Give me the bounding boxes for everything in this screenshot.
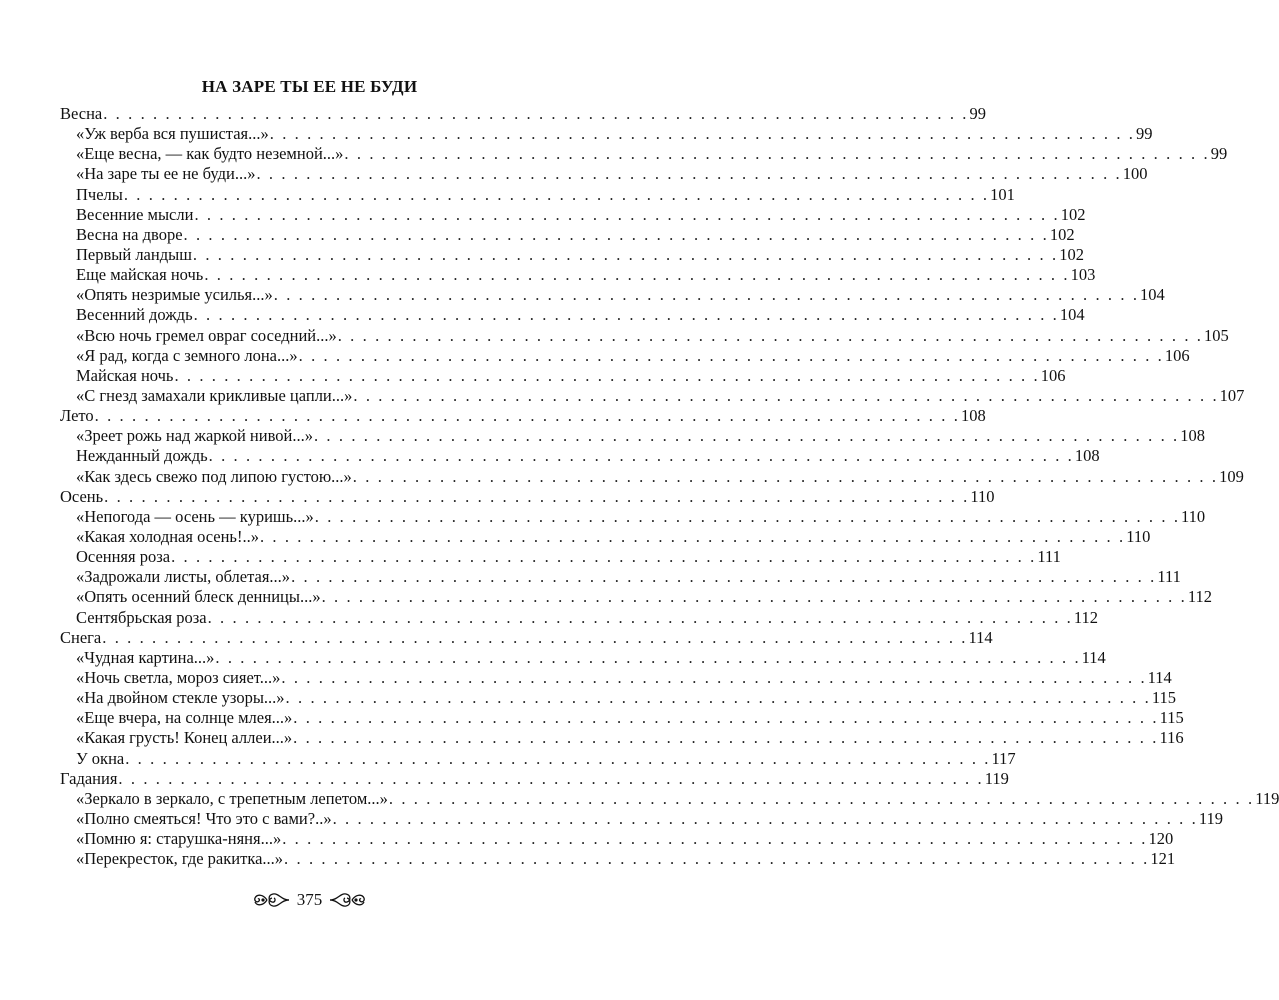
dot-leader: . . . . . . . . . . . . . . . . . . . . . . . . . . . . . . . . . . . . . . . . . . . . . . . . . . . . . . . . . . . . . . . . . . . . . .	[194, 204, 1060, 224]
left-flourish-icon	[251, 889, 291, 911]
toc-entry-title: Сентябрьская роза	[76, 607, 207, 627]
toc-entry-page: 100	[1122, 164, 1148, 184]
toc-entry-page: 119	[1198, 808, 1223, 828]
dot-leader: . . . . . . . . . . . . . . . . . . . . . . . . . . . . . . . . . . . . . . . . . . . . . . . . . . . . . . . . . . . . . . . . . . . . . .	[259, 526, 1126, 546]
toc-entry	[60, 466, 1244, 487]
toc-entry-title: «Непогода — осень — куришь...»	[76, 506, 314, 526]
toc-entry	[60, 748, 1016, 769]
toc-entry	[60, 667, 1172, 688]
toc-entry	[60, 426, 1205, 446]
toc-entry-page: 115	[1151, 688, 1176, 708]
dot-leader: . . . . . . . . . . . . . . . . . . . . . . . . . . . . . . . . . . . . . . . . . . . . . . . . . . . . . . . . . . . . . . . . . . . . . .	[183, 224, 1049, 244]
dot-leader: . . . . . . . . . . . . . . . . . . . . . . . . . . . . . . . . . . . . . . . . . . . . . . . . . . . . . . . . . . . . . . . . . . . . . .	[204, 265, 1070, 285]
toc-entry	[60, 124, 1153, 144]
toc-entry-page: 112	[1073, 607, 1099, 627]
dot-leader: . . . . . . . . . . . . . . . . . . . . . . . . . . . . . . . . . . . . . . . . . . . . . . . . . . . . . . . . . . . . . . . . . . . . . .	[293, 708, 1159, 728]
toc-entry-title: Весенний дождь	[76, 305, 193, 325]
toc-entry	[60, 526, 1151, 547]
toc-entry	[60, 829, 1174, 849]
toc-section-entry	[60, 104, 986, 124]
toc-entry	[60, 224, 1075, 245]
toc-entry-title: Весна	[60, 104, 103, 123]
toc-entry-title: «Уж верба вся пушистая...»	[76, 124, 269, 144]
toc-entry	[60, 567, 1181, 587]
toc-entry	[60, 587, 1212, 607]
toc-entry	[60, 849, 1176, 869]
dot-leader: . . . . . . . . . . . . . . . . . . . . . . . . . . . . . . . . . . . . . . . . . . . . . . . . . . . . . . . . . . . . . . . . . . . . . .	[104, 486, 970, 506]
dot-leader: . . . . . . . . . . . . . . . . . . . . . . . . . . . . . . . . . . . . . . . . . . . . . . . . . . . . . . . . . . . . . . . . . . . . . .	[215, 647, 1081, 667]
toc-entry-title: «Опять незримые усилья...»	[76, 285, 273, 305]
toc-entry-title: «На заре ты ее не буди...»	[76, 164, 256, 184]
toc-entry	[60, 184, 1015, 205]
toc-entry-page: 112	[1187, 587, 1212, 607]
toc-entry-page: 102	[1060, 204, 1086, 224]
toc-section-entry	[60, 486, 995, 507]
toc-entry-page: 119	[984, 768, 1009, 788]
toc-section-entry	[60, 768, 1009, 789]
toc-entry-title: «Полно смеяться! Что это с вами?..»	[76, 808, 332, 828]
toc-entry-title: «Как здесь свежо под липою густою...»	[76, 466, 352, 486]
dot-leader: . . . . . . . . . . . . . . . . . . . . . . . . . . . . . . . . . . . . . . . . . . . . . . . . . . . . . . . . . . . . . . . . . . . . . .	[174, 365, 1040, 385]
dot-leader: . . . . . . . . . . . . . . . . . . . . . . . . . . . . . . . . . . . . . . . . . . . . . . . . . . . . . . . . . . . . . . . . . . . . . .	[344, 144, 1210, 164]
toc-entry	[60, 385, 1245, 406]
page-footer	[0, 885, 619, 915]
toc-entry-page: 110	[1126, 526, 1151, 546]
toc-entry-page: 108	[1180, 426, 1205, 446]
dot-leader: . . . . . . . . . . . . . . . . . . . . . . . . . . . . . . . . . . . . . . . . . . . . . . . . . . . . . . . . . . . . . . . . . . . . . .	[192, 244, 1059, 264]
toc-entry	[60, 446, 1100, 466]
toc-entry-title: «Какая холодная осень!..»	[76, 526, 259, 546]
toc-entry-title: Гадания	[60, 768, 118, 788]
toc-entry-title: «Перекресток, где ракитка...»	[76, 849, 284, 869]
toc-entry	[60, 204, 1086, 225]
toc-entry-title: «Помню я: старушка-няня...»	[76, 829, 282, 849]
toc-entry	[60, 305, 1085, 325]
table-of-contents	[60, 104, 1279, 869]
toc-entry	[60, 244, 1084, 265]
toc-entry-page: 110	[1181, 506, 1206, 526]
toc-entry-page: 102	[1049, 224, 1075, 244]
toc-entry-page: 101	[990, 184, 1015, 204]
dot-leader: . . . . . . . . . . . . . . . . . . . . . . . . . . . . . . . . . . . . . . . . . . . . . . . . . . . . . . . . . . . . . . . . . . . . . .	[102, 627, 968, 647]
toc-entry-title: Осенняя роза	[76, 547, 171, 567]
toc-entry-page: 103	[1070, 265, 1096, 285]
toc-entry-page: 111	[1157, 567, 1181, 587]
dot-leader: . . . . . . . . . . . . . . . . . . . . . . . . . . . . . . . . . . . . . . . . . . . . . . . . . . . . . . . . . . . . . . . . . . . . . .	[207, 607, 1073, 627]
toc-entry-page: 114	[1147, 667, 1172, 687]
toc-entry-page: 117	[991, 748, 1016, 768]
toc-entry-page: 102	[1059, 244, 1084, 264]
dot-leader: . . . . . . . . . . . . . . . . . . . . . . . . . . . . . . . . . . . . . . . . . . . . . . . . . . . . . . . . . . . . . . . . . . . . . .	[291, 567, 1157, 587]
dot-leader: . . . . . . . . . . . . . . . . . . . . . . . . . . . . . . . . . . . . . . . . . . . . . . . . . . . . . . . . . . . . . . . . . . . . . .	[193, 305, 1059, 325]
toc-entry-title: Весенние мысли	[76, 204, 194, 224]
toc-entry-page: 99	[969, 104, 986, 123]
toc-entry-title: «Всю ночь гремел овраг соседний...»	[76, 325, 337, 345]
dot-leader: . . . . . . . . . . . . . . . . . . . . . . . . . . . . . . . . . . . . . . . . . . . . . . . . . . . . . . . . . . . . . . . . . . . . . .	[314, 506, 1181, 526]
section-title: НА ЗАРЕ ТЫ ЕЕ НЕ БУДИ	[201, 77, 418, 96]
dot-leader: . . . . . . . . . . . . . . . . . . . . . . . . . . . . . . . . . . . . . . . . . . . . . . . . . . . . . . . . . . . . . . . . . . . . . .	[285, 688, 1151, 708]
toc-entry-title: «Зеркало в зеркало, с трепетным лепетом...»	[76, 788, 388, 808]
toc-entry	[60, 365, 1066, 386]
toc-entry	[60, 688, 1176, 708]
dot-leader: . . . . . . . . . . . . . . . . . . . . . . . . . . . . . . . . . . . . . . . . . . . . . . . . . . . . . . . . . . . . . . . . . . . . . .	[298, 345, 1164, 365]
toc-entry-title: «Я рад, когда с земного лона...»	[76, 345, 298, 365]
toc-entry	[60, 607, 1099, 628]
dot-leader: . . . . . . . . . . . . . . . . . . . . . . . . . . . . . . . . . . . . . . . . . . . . . . . . . . . . . . . . . . . . . . . . . . . . . .	[208, 446, 1074, 466]
toc-entry-title: «Задрожали листы, облетая...»	[76, 567, 291, 587]
dot-leader: . . . . . . . . . . . . . . . . . . . . . . . . . . . . . . . . . . . . . . . . . . . . . . . . . . . . . . . . . . . . . . . . . . . . . .	[388, 788, 1255, 808]
toc-entry-page: 114	[968, 627, 993, 647]
toc-entry	[60, 325, 1229, 346]
toc-entry-page: 108	[1074, 446, 1100, 466]
toc-entry-title: «Опять осенний блеск денницы...»	[76, 587, 321, 607]
toc-entry-title: «Еще вчера, на солнце млея...»	[76, 708, 293, 728]
toc-entry	[60, 728, 1184, 748]
toc-entry-title: Еще майская ночь	[76, 265, 204, 285]
toc-entry	[60, 647, 1106, 668]
toc-entry-page: 114	[1081, 647, 1106, 667]
toc-section-entry	[60, 627, 993, 648]
dot-leader: . . . . . . . . . . . . . . . . . . . . . . . . . . . . . . . . . . . . . . . . . . . . . . . . . . . . . . . . . . . . . . . . . . . . . .	[352, 466, 1219, 486]
dot-leader: . . . . . . . . . . . . . . . . . . . . . . . . . . . . . . . . . . . . . . . . . . . . . . . . . . . . . . . . . . . . . . . . . . . . . .	[293, 728, 1159, 748]
dot-leader: . . . . . . . . . . . . . . . . . . . . . . . . . . . . . . . . . . . . . . . . . . . . . . . . . . . . . . . . . . . . . . . . . . . . . .	[284, 849, 1150, 869]
dot-leader: . . . . . . . . . . . . . . . . . . . . . . . . . . . . . . . . . . . . . . . . . . . . . . . . . . . . . . . . . . . . . . . . . . . . . .	[313, 426, 1180, 446]
toc-entry	[60, 144, 1228, 164]
toc-entry-page: 104	[1059, 305, 1085, 325]
toc-entry	[60, 506, 1206, 527]
toc-entry-title: У окна	[76, 748, 125, 768]
page-number: 375	[296, 890, 323, 909]
toc-entry-title: «Чудная картина...»	[76, 647, 215, 667]
toc-entry-page: 111	[1037, 547, 1061, 567]
toc-entry-page: 108	[960, 406, 986, 426]
toc-entry-title: «Какая грусть! Конец аллеи...»	[76, 728, 293, 748]
dot-leader: . . . . . . . . . . . . . . . . . . . . . . . . . . . . . . . . . . . . . . . . . . . . . . . . . . . . . . . . . . . . . . . . . . . . . .	[123, 184, 990, 204]
dot-leader: . . . . . . . . . . . . . . . . . . . . . . . . . . . . . . . . . . . . . . . . . . . . . . . . . . . . . . . . . . . . . . . . . . . . . .	[256, 164, 1122, 184]
toc-entry	[60, 808, 1223, 829]
toc-entry-title: «Ночь светла, мороз сияет...»	[76, 667, 281, 687]
toc-entry-title: Осень	[60, 486, 104, 506]
toc-entry-page: 106	[1164, 345, 1190, 365]
toc-entry-title: Нежданный дождь	[76, 446, 208, 466]
dot-leader: . . . . . . . . . . . . . . . . . . . . . . . . . . . . . . . . . . . . . . . . . . . . . . . . . . . . . . . . . . . . . . . . . . . . . .	[94, 406, 960, 426]
dot-leader: . . . . . . . . . . . . . . . . . . . . . . . . . . . . . . . . . . . . . . . . . . . . . . . . . . . . . . . . . . . . . . . . . . . . . .	[118, 768, 984, 788]
toc-entry-page: 105	[1204, 325, 1229, 345]
toc-entry	[60, 285, 1165, 305]
toc-entry-page: 121	[1150, 849, 1176, 869]
toc-entry-title: Весна на дворе	[76, 224, 183, 244]
toc-entry-page: 110	[970, 486, 995, 506]
toc-entry-title: Лето	[60, 406, 94, 426]
toc-entry	[60, 547, 1061, 567]
dot-leader: . . . . . . . . . . . . . . . . . . . . . . . . . . . . . . . . . . . . . . . . . . . . . . . . . . . . . . . . . . . . . . . . . . . . . .	[269, 124, 1136, 144]
toc-entry-page: 109	[1219, 466, 1244, 486]
toc-entry-title: Первый ландыш	[76, 244, 192, 264]
toc-entry-page: 99	[1210, 144, 1228, 164]
toc-entry-page: 106	[1040, 365, 1066, 385]
toc-entry-page: 119	[1255, 788, 1279, 808]
dot-leader: . . . . . . . . . . . . . . . . . . . . . . . . . . . . . . . . . . . . . . . . . . . . . . . . . . . . . . . . . . . . . . . . . . . . . .	[103, 104, 969, 123]
toc-entry-page: 115	[1159, 708, 1184, 728]
toc-entry-page: 120	[1148, 829, 1174, 849]
toc-section-entry	[60, 406, 986, 426]
dot-leader: . . . . . . . . . . . . . . . . . . . . . . . . . . . . . . . . . . . . . . . . . . . . . . . . . . . . . . . . . . . . . . . . . . . . . .	[321, 587, 1187, 607]
dot-leader: . . . . . . . . . . . . . . . . . . . . . . . . . . . . . . . . . . . . . . . . . . . . . . . . . . . . . . . . . . . . . . . . . . . . . .	[273, 285, 1140, 305]
toc-entry-page: 104	[1140, 285, 1165, 305]
dot-leader: . . . . . . . . . . . . . . . . . . . . . . . . . . . . . . . . . . . . . . . . . . . . . . . . . . . . . . . . . . . . . . . . . . . . . .	[125, 748, 991, 768]
toc-entry-title: «На двойном стекле узоры...»	[76, 688, 285, 708]
dot-leader: . . . . . . . . . . . . . . . . . . . . . . . . . . . . . . . . . . . . . . . . . . . . . . . . . . . . . . . . . . . . . . . . . . . . . .	[332, 808, 1198, 828]
toc-entry-title: «Еще весна, — как будто неземной...»	[76, 144, 344, 164]
toc-entry-page: 99	[1136, 124, 1153, 144]
toc-entry	[60, 265, 1096, 285]
dot-leader: . . . . . . . . . . . . . . . . . . . . . . . . . . . . . . . . . . . . . . . . . . . . . . . . . . . . . . . . . . . . . . . . . . . . . .	[337, 325, 1204, 345]
toc-entry	[60, 345, 1190, 366]
dot-leader: . . . . . . . . . . . . . . . . . . . . . . . . . . . . . . . . . . . . . . . . . . . . . . . . . . . . . . . . . . . . . . . . . . . . . .	[171, 547, 1037, 567]
dot-leader: . . . . . . . . . . . . . . . . . . . . . . . . . . . . . . . . . . . . . . . . . . . . . . . . . . . . . . . . . . . . . . . . . . . . . .	[282, 829, 1148, 849]
toc-entry-page: 116	[1159, 728, 1184, 748]
toc-entry-title: Пчелы	[76, 184, 123, 204]
right-flourish-icon	[328, 889, 368, 911]
toc-entry-title: Снега	[60, 627, 102, 647]
dot-leader: . . . . . . . . . . . . . . . . . . . . . . . . . . . . . . . . . . . . . . . . . . . . . . . . . . . . . . . . . . . . . . . . . . . . . .	[353, 385, 1219, 405]
toc-entry	[60, 164, 1148, 184]
dot-leader: . . . . . . . . . . . . . . . . . . . . . . . . . . . . . . . . . . . . . . . . . . . . . . . . . . . . . . . . . . . . . . . . . . . . . .	[281, 667, 1147, 687]
toc-entry	[60, 788, 1279, 809]
toc-entry-title: «С гнезд замахали крикливые цапли...»	[76, 385, 353, 405]
toc-entry-title: Майская ночь	[76, 365, 174, 385]
toc-entry	[60, 708, 1184, 728]
toc-entry-title: «Зреет рожь над жаркой нивой...»	[76, 426, 313, 446]
toc-entry-page: 107	[1219, 385, 1245, 405]
